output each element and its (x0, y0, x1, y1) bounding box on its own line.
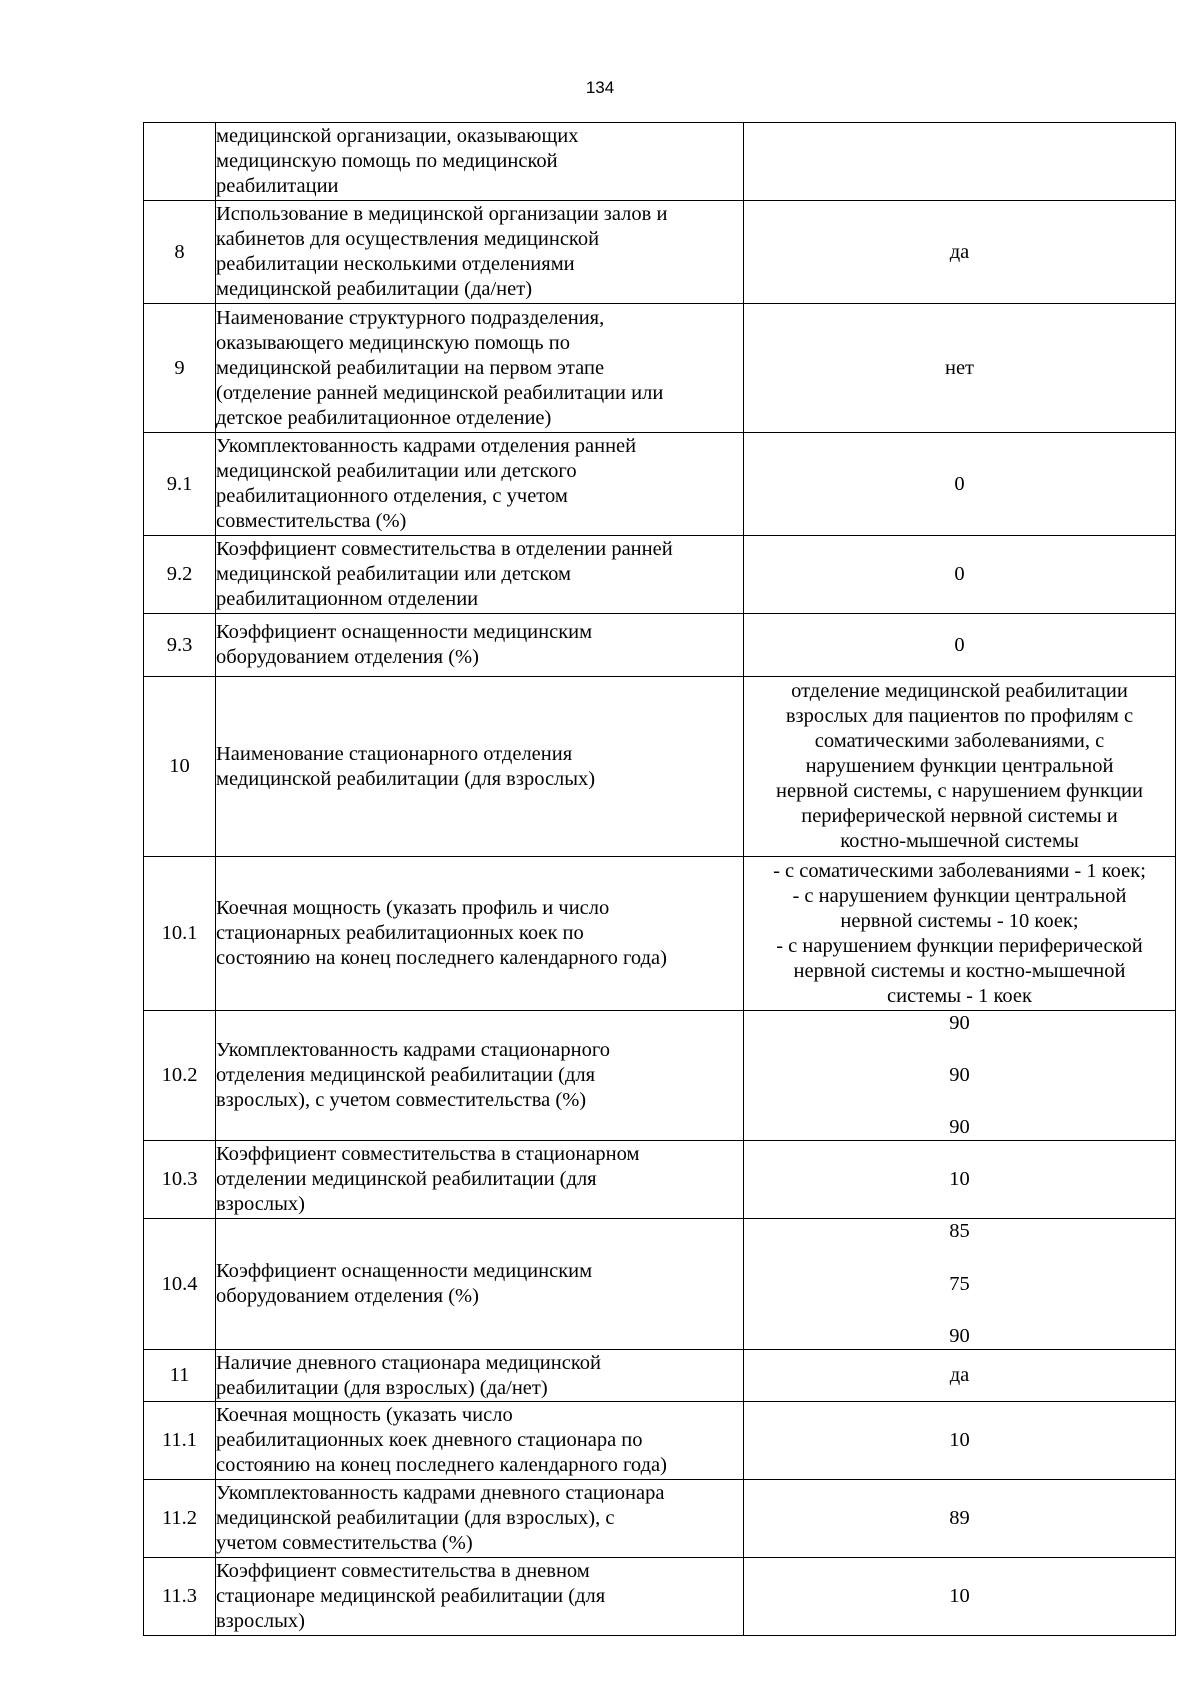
table-row (144, 1219, 1176, 1350)
row-number: 11 (144, 1350, 216, 1402)
row-number: 9.3 (144, 614, 216, 677)
row-value: 90 (949, 1012, 970, 1034)
row-description: Укомплектованность кадрами стационарного отделения медицинской реабилитации (для взрослых), с учетом совместительства (%) (216, 1011, 744, 1141)
row-value: 0 (744, 536, 1176, 614)
row-value: да (744, 1350, 1176, 1402)
table-row (144, 1350, 1176, 1402)
row-description: Коечная мощность (указать профиль и число стационарных реабилитационных коек по состоянию на конец последнего календарного года) (216, 857, 744, 1011)
table-row (144, 1141, 1176, 1219)
table-row (144, 433, 1176, 536)
row-description: Укомплектованность кадрами отделения ранней медицинской реабилитации или детского реабилитационного отделения, с учетом совместительства (%) (216, 433, 744, 536)
row-value: 10 (744, 1558, 1176, 1636)
table-row (144, 614, 1176, 677)
row-value: 0 (744, 614, 1176, 677)
row-value: - с соматическими заболеваниями - 1 коек; - с нарушением функции центральной нервной системы - 10 коек; - с нарушением функции периферической нервной системы и костно-мышечной системы - 1 коек (744, 857, 1176, 1011)
row-description: Использование в медицинской организации залов и кабинетов для осуществления медицинской реабилитации несколькими отделениями медицинской реабилитации (да/нет) (216, 201, 744, 304)
table-row (144, 677, 1176, 857)
row-value: да (744, 201, 1176, 304)
row-value: 90 (949, 1325, 970, 1347)
table-row (144, 123, 1176, 201)
table-row (144, 304, 1176, 433)
row-value: отделение медицинской реабилитации взрослых для пациентов по профилям с соматическими заболеваниями, с нарушением функции центральной нервной системы, с нарушением функции периферической нервной системы и костно-мышечной системы (744, 677, 1176, 857)
row-description: Наличие дневного стационара медицинской реабилитации (для взрослых) (да/нет) (216, 1350, 744, 1402)
row-description: Коэффициент оснащенности медицинским оборудованием отделения (%) (216, 614, 744, 677)
row-number: 10.1 (144, 857, 216, 1011)
table-row (144, 201, 1176, 304)
row-description: Коечная мощность (указать число реабилитационных коек дневного стационара по состоянию на конец последнего календарного года) (216, 1402, 744, 1480)
row-number: 11.1 (144, 1402, 216, 1480)
row-description: Коэффициент оснащенности медицинским оборудованием отделения (%) (216, 1219, 744, 1350)
page-number: 134 (585, 78, 615, 97)
row-value-stack (744, 1219, 1176, 1350)
row-description: Наименование структурного подразделения, оказывающего медицинскую помощь по медицинской реабилитации на первом этапе (отделение ранней медицинской реабилитации или детское реабилитационное отделение) (216, 304, 744, 433)
row-number: 9 (144, 304, 216, 433)
table-row (144, 1558, 1176, 1636)
data-table (143, 122, 1176, 1636)
row-value: 89 (744, 1480, 1176, 1558)
row-value-stack (744, 1011, 1176, 1141)
row-value: 90 (949, 1064, 970, 1086)
row-number: 10.4 (144, 1219, 216, 1350)
row-number: 11.3 (144, 1558, 216, 1636)
row-number: 9.1 (144, 433, 216, 536)
row-description: Укомплектованность кадрами дневного стационара медицинской реабилитации (для взрослых), с учетом совместительства (%) (216, 1480, 744, 1558)
row-description: медицинской организации, оказывающих медицинскую помощь по медицинской реабилитации (216, 123, 744, 201)
row-number: 8 (144, 201, 216, 304)
row-number: 10 (144, 677, 216, 857)
table-row (144, 857, 1176, 1011)
row-value: 0 (744, 433, 1176, 536)
row-number: 9.2 (144, 536, 216, 614)
row-description: Наименование стационарного отделения медицинской реабилитации (для взрослых) (216, 677, 744, 857)
table-row (144, 1011, 1176, 1141)
row-value (744, 123, 1176, 201)
row-description: Коэффициент совместительства в отделении ранней медицинской реабилитации или детском реабилитационном отделении (216, 536, 744, 614)
row-value: нет (744, 304, 1176, 433)
row-number: 10.3 (144, 1141, 216, 1219)
row-value: 10 (744, 1402, 1176, 1480)
row-value: 10 (744, 1141, 1176, 1219)
table-row (144, 536, 1176, 614)
table-row (144, 1402, 1176, 1480)
row-number: 11.2 (144, 1480, 216, 1558)
row-number: 10.2 (144, 1011, 216, 1141)
row-description: Коэффициент совместительства в стационарном отделении медицинской реабилитации (для взрослых) (216, 1141, 744, 1219)
row-value: 90 (949, 1116, 970, 1138)
row-description: Коэффициент совместительства в дневном стационаре медицинской реабилитации (для взрослых) (216, 1558, 744, 1636)
row-number (144, 123, 216, 201)
table-row (144, 1480, 1176, 1558)
row-value: 75 (949, 1272, 970, 1295)
row-value: 85 (949, 1220, 970, 1242)
